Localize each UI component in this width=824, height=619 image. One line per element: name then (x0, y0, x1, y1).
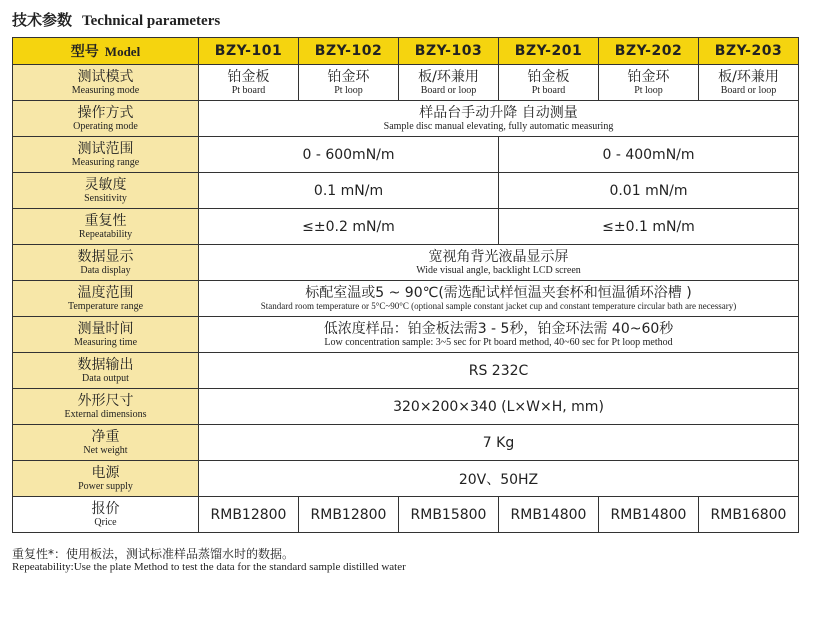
repeatability-100-series: ≤±0.2 mN/m (199, 209, 499, 245)
label-cn: 电源 (91, 464, 120, 481)
row-power-supply (13, 461, 799, 497)
value-en: Standard room temperature or 5°C~90°C (optional sample constant jacket cup and constant temperature circular bath are necessary) (260, 300, 737, 311)
label-en: Measuring time (73, 336, 138, 348)
title-en: Technical parameters (82, 13, 221, 29)
sensitivity-200-series: 0.01 mN/m (499, 173, 799, 209)
label-en: Qrice (94, 516, 117, 528)
net-weight-value: 7 Kg (199, 425, 799, 461)
value-en: Sample disc manual elevating, fully automatic measuring (383, 120, 614, 132)
label-en: Repeatability (78, 228, 133, 240)
price-103: RMB15800 (399, 497, 499, 533)
label-data-output (13, 353, 199, 389)
row-net-weight (13, 425, 799, 461)
price-201: RMB14800 (499, 497, 599, 533)
measuring-time-value (199, 317, 799, 353)
label-cn: 外形尺寸 (77, 392, 134, 409)
label-en: Operating mode (73, 120, 138, 132)
price-101: RMB12800 (199, 497, 299, 533)
label-en: Measuring range (71, 156, 140, 168)
range-100-series: 0 - 600mN/m (199, 137, 499, 173)
label-measuring-time (13, 317, 199, 353)
value-cn: 标配室温或5 ~ 90℃(需选配试样恒温夹套杯和恒温循环浴槽 ) (305, 284, 692, 301)
value-cn: 铂金板 (227, 68, 270, 85)
value-cn: 铂金板 (527, 68, 570, 85)
value-en: Low concentration sample: 3~5 sec for Pt board method, 40~60 sec for Pt loop method (324, 336, 673, 348)
label-cn: 测量时间 (77, 320, 134, 337)
model-bzy-103: BZY-103 (399, 38, 499, 65)
label-measuring-range (13, 137, 199, 173)
label-external-dimensions (13, 389, 199, 425)
model-label-cn: 型号 (70, 44, 99, 60)
label-en: Net weight (83, 444, 128, 456)
value-en: Pt loop (634, 84, 663, 96)
label-cn: 操作方式 (77, 104, 134, 121)
row-sensitivity (13, 173, 799, 209)
mode-cell-103 (399, 65, 499, 101)
label-cn: 报价 (91, 500, 120, 517)
row-measuring-time (13, 317, 799, 353)
value-cn: 宽视角背光液晶显示屏 (428, 248, 569, 265)
label-en: External dimensions (64, 408, 147, 420)
value-cn: 低浓度样品：铂金板法需3 - 5秒，铂金环法需 40~60秒 (323, 320, 674, 337)
value-en: Board or loop (420, 84, 477, 96)
row-temperature-range (13, 281, 799, 317)
header-row (13, 38, 799, 65)
label-en: Data display (80, 264, 131, 276)
mode-cell-102 (299, 65, 399, 101)
title-cn: 技术参数 (12, 11, 73, 29)
model-bzy-203: BZY-203 (699, 38, 799, 65)
model-bzy-102: BZY-102 (299, 38, 399, 65)
mode-cell-202 (599, 65, 699, 101)
temperature-range-value (199, 281, 799, 317)
row-external-dimensions (13, 389, 799, 425)
sensitivity-100-series: 0.1 mN/m (199, 173, 499, 209)
operating-mode-value (199, 101, 799, 137)
label-repeatability (13, 209, 199, 245)
value-en: Wide visual angle, backlight LCD screen (416, 264, 581, 276)
label-en: Data output (82, 372, 129, 384)
value-en: Pt loop (334, 84, 363, 96)
external-dimensions-value: 320×200×340 (L×W×H, mm) (199, 389, 799, 425)
label-cn: 重复性 (84, 212, 127, 229)
value-en: Pt board (531, 84, 566, 96)
mode-cell-101 (199, 65, 299, 101)
label-cn: 灵敏度 (84, 176, 127, 193)
footnote-en: Repeatability:Use the plate Method to test the data for the standard sample distilled water (12, 561, 406, 573)
label-data-display (13, 245, 199, 281)
row-data-output (13, 353, 799, 389)
label-en: Sensitivity (84, 192, 127, 204)
row-data-display (13, 245, 799, 281)
label-cn: 测试范围 (77, 140, 134, 157)
value-en: Board or loop (720, 84, 777, 96)
footnote-cn: 重复性*：使用板法，测试标准样品蒸馏水时的数据。 (12, 547, 295, 561)
price-203: RMB16800 (699, 497, 799, 533)
mode-cell-201 (499, 65, 599, 101)
row-price (13, 497, 799, 533)
label-cn: 数据输出 (77, 356, 134, 373)
label-cn: 数据显示 (77, 248, 134, 265)
power-supply-value: 20V、50HZ (199, 461, 799, 497)
mode-cell-203 (699, 65, 799, 101)
label-sensitivity (13, 173, 199, 209)
label-en: Temperature range (67, 300, 144, 312)
row-repeatability (13, 209, 799, 245)
label-power-supply (13, 461, 199, 497)
price-202: RMB14800 (599, 497, 699, 533)
row-measuring-mode (13, 65, 799, 101)
model-header-cell (13, 38, 199, 65)
value-en: Pt board (231, 84, 266, 96)
value-cn: 板/环兼用 (718, 68, 779, 85)
label-en: Power supply (78, 480, 133, 492)
spec-table (12, 37, 799, 533)
model-label-en: Model (104, 44, 141, 59)
label-price (13, 497, 199, 533)
page-title (12, 9, 220, 30)
price-102: RMB12800 (299, 497, 399, 533)
data-output-value: RS 232C (199, 353, 799, 389)
label-cn: 测试模式 (77, 68, 134, 85)
label-net-weight (13, 425, 199, 461)
value-cn: 板/环兼用 (418, 68, 479, 85)
model-bzy-202: BZY-202 (599, 38, 699, 65)
data-display-value (199, 245, 799, 281)
row-measuring-range (13, 137, 799, 173)
range-200-series: 0 - 400mN/m (499, 137, 799, 173)
value-cn: 铂金环 (627, 68, 670, 85)
value-cn: 铂金环 (327, 68, 370, 85)
model-bzy-201: BZY-201 (499, 38, 599, 65)
label-cn: 温度范围 (77, 284, 134, 301)
label-cn: 净重 (91, 428, 120, 445)
label-temperature-range (13, 281, 199, 317)
label-operating-mode (13, 101, 199, 137)
label-en: Measuring mode (71, 84, 140, 96)
row-operating-mode (13, 101, 799, 137)
value-cn: 样品台手动升降 自动测量 (419, 104, 578, 121)
repeatability-200-series: ≤±0.1 mN/m (499, 209, 799, 245)
label-measuring-mode (13, 65, 199, 101)
model-bzy-101: BZY-101 (199, 38, 299, 65)
